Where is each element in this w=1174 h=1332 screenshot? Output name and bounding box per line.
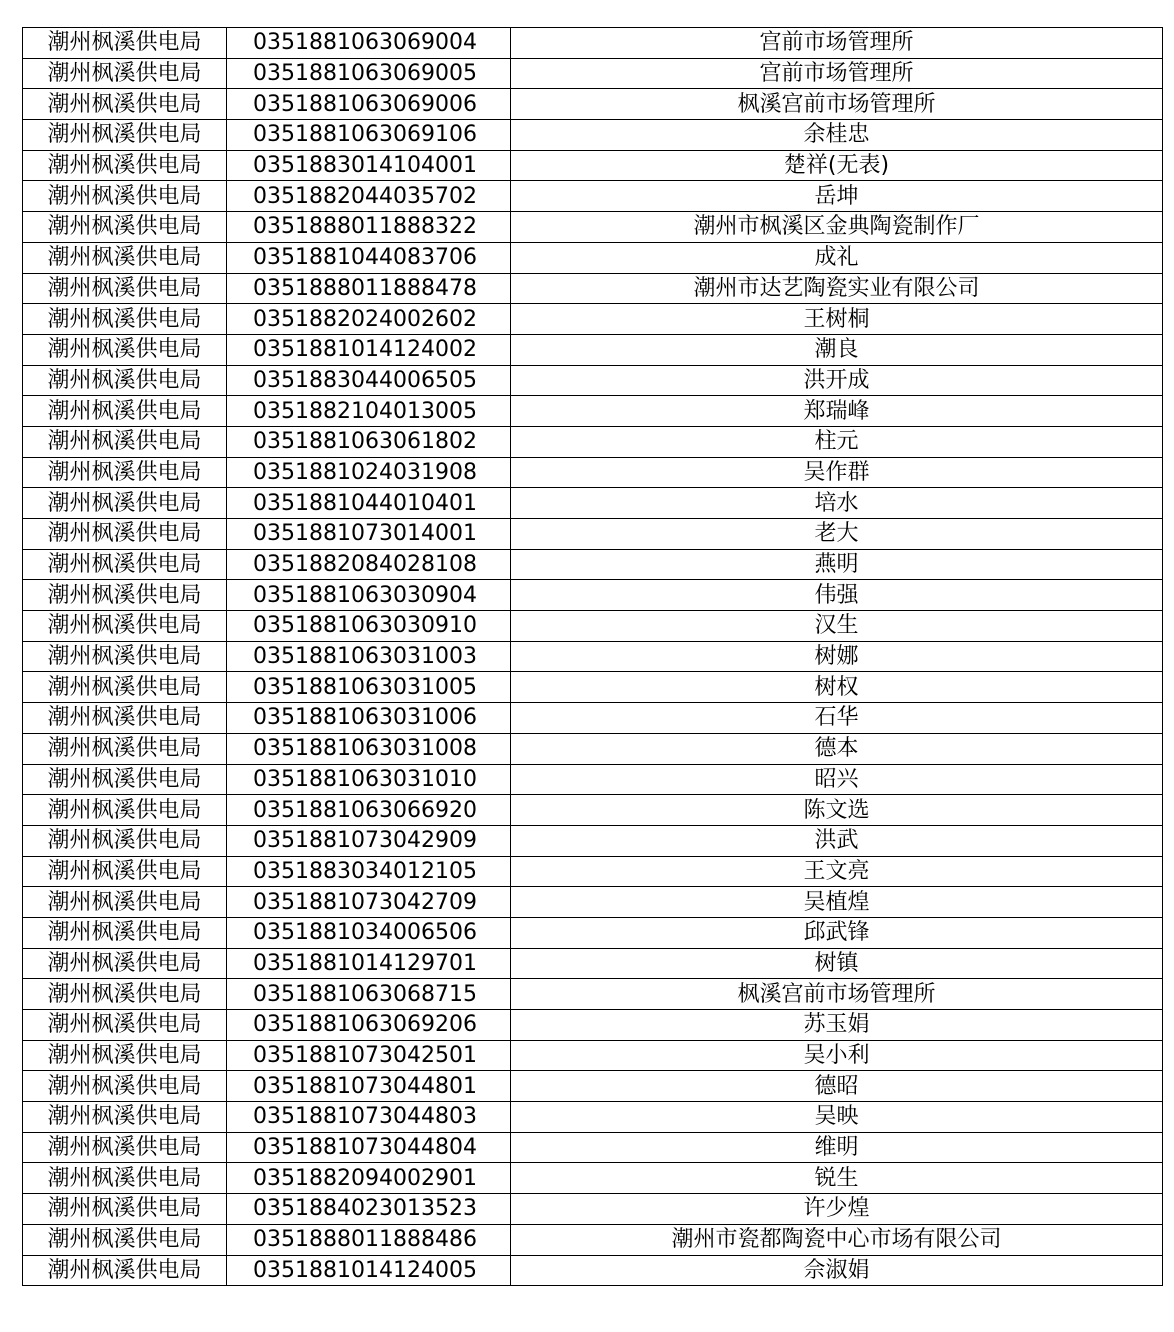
table-row bbox=[23, 120, 1163, 151]
account-cell: 0351881063069005 bbox=[227, 58, 511, 89]
customer-name-cell: 枫溪宫前市场管理所 bbox=[511, 89, 1163, 120]
account-cell: 0351881063069006 bbox=[227, 89, 511, 120]
org-cell: 潮州枫溪供电局 bbox=[23, 1071, 227, 1102]
account-cell: 0351881073044803 bbox=[227, 1102, 511, 1133]
org-cell: 潮州枫溪供电局 bbox=[23, 488, 227, 519]
customer-name-cell: 潮良 bbox=[511, 334, 1163, 365]
customer-name-cell: 枫溪宫前市场管理所 bbox=[511, 979, 1163, 1010]
account-cell: 0351882094002901 bbox=[227, 1163, 511, 1194]
org-cell: 潮州枫溪供电局 bbox=[23, 1010, 227, 1041]
table-row bbox=[23, 1071, 1163, 1102]
account-cell: 0351881063069106 bbox=[227, 120, 511, 151]
table-row bbox=[23, 150, 1163, 181]
customer-name-cell: 昭兴 bbox=[511, 764, 1163, 795]
org-cell: 潮州枫溪供电局 bbox=[23, 549, 227, 580]
table-row bbox=[23, 672, 1163, 703]
table-row bbox=[23, 1163, 1163, 1194]
table-row bbox=[23, 948, 1163, 979]
customer-name-cell: 柱元 bbox=[511, 426, 1163, 457]
org-cell: 潮州枫溪供电局 bbox=[23, 273, 227, 304]
account-cell: 0351883014104001 bbox=[227, 150, 511, 181]
table-row bbox=[23, 549, 1163, 580]
org-cell: 潮州枫溪供电局 bbox=[23, 1040, 227, 1071]
customer-name-cell: 邱武锋 bbox=[511, 917, 1163, 948]
table-row bbox=[23, 611, 1163, 642]
table-row bbox=[23, 212, 1163, 243]
org-cell: 潮州枫溪供电局 bbox=[23, 28, 227, 59]
table-row bbox=[23, 641, 1163, 672]
account-cell: 0351881073044804 bbox=[227, 1132, 511, 1163]
org-cell: 潮州枫溪供电局 bbox=[23, 672, 227, 703]
customer-name-cell: 树权 bbox=[511, 672, 1163, 703]
customer-name-cell: 洪开成 bbox=[511, 365, 1163, 396]
account-cell: 0351888011888486 bbox=[227, 1224, 511, 1255]
org-cell: 潮州枫溪供电局 bbox=[23, 703, 227, 734]
org-cell: 潮州枫溪供电局 bbox=[23, 733, 227, 764]
table-row bbox=[23, 764, 1163, 795]
table-row bbox=[23, 1194, 1163, 1225]
org-cell: 潮州枫溪供电局 bbox=[23, 979, 227, 1010]
account-cell: 0351881073044801 bbox=[227, 1071, 511, 1102]
customer-name-cell: 宫前市场管理所 bbox=[511, 58, 1163, 89]
account-cell: 0351881044083706 bbox=[227, 242, 511, 273]
org-cell: 潮州枫溪供电局 bbox=[23, 1224, 227, 1255]
org-cell: 潮州枫溪供电局 bbox=[23, 917, 227, 948]
table-row bbox=[23, 1132, 1163, 1163]
customer-name-cell: 楚祥(无表) bbox=[511, 150, 1163, 181]
customer-name-cell: 郑瑞峰 bbox=[511, 396, 1163, 427]
table-row bbox=[23, 519, 1163, 550]
org-cell: 潮州枫溪供电局 bbox=[23, 457, 227, 488]
account-cell: 0351881073014001 bbox=[227, 519, 511, 550]
account-cell: 0351881063031006 bbox=[227, 703, 511, 734]
customer-name-cell: 德昭 bbox=[511, 1071, 1163, 1102]
customer-name-cell: 吴作群 bbox=[511, 457, 1163, 488]
customer-name-cell: 石华 bbox=[511, 703, 1163, 734]
table-row bbox=[23, 1255, 1163, 1286]
org-cell: 潮州枫溪供电局 bbox=[23, 519, 227, 550]
account-cell: 0351883034012105 bbox=[227, 856, 511, 887]
customer-name-cell: 余桂忠 bbox=[511, 120, 1163, 151]
table-row bbox=[23, 457, 1163, 488]
customer-name-cell: 王文亮 bbox=[511, 856, 1163, 887]
account-cell: 0351881063030904 bbox=[227, 580, 511, 611]
account-cell: 0351881063068715 bbox=[227, 979, 511, 1010]
customer-name-cell: 吴小利 bbox=[511, 1040, 1163, 1071]
org-cell: 潮州枫溪供电局 bbox=[23, 1163, 227, 1194]
table-row bbox=[23, 89, 1163, 120]
account-cell: 0351881073042909 bbox=[227, 825, 511, 856]
org-cell: 潮州枫溪供电局 bbox=[23, 856, 227, 887]
customer-name-cell: 苏玉娟 bbox=[511, 1010, 1163, 1041]
org-cell: 潮州枫溪供电局 bbox=[23, 396, 227, 427]
org-cell: 潮州枫溪供电局 bbox=[23, 580, 227, 611]
account-cell: 0351881063031003 bbox=[227, 641, 511, 672]
table-row bbox=[23, 273, 1163, 304]
customer-name-cell: 树镇 bbox=[511, 948, 1163, 979]
customer-name-cell: 汉生 bbox=[511, 611, 1163, 642]
customer-name-cell: 老大 bbox=[511, 519, 1163, 550]
org-cell: 潮州枫溪供电局 bbox=[23, 242, 227, 273]
table-row bbox=[23, 856, 1163, 887]
account-cell: 0351882104013005 bbox=[227, 396, 511, 427]
table-row bbox=[23, 1010, 1163, 1041]
org-cell: 潮州枫溪供电局 bbox=[23, 948, 227, 979]
customer-name-cell: 宫前市场管理所 bbox=[511, 28, 1163, 59]
table-row bbox=[23, 365, 1163, 396]
table-row bbox=[23, 426, 1163, 457]
table-row bbox=[23, 580, 1163, 611]
org-cell: 潮州枫溪供电局 bbox=[23, 181, 227, 212]
customer-table-body bbox=[23, 28, 1163, 1286]
org-cell: 潮州枫溪供电局 bbox=[23, 887, 227, 918]
customer-name-cell: 维明 bbox=[511, 1132, 1163, 1163]
customer-name-cell: 岳坤 bbox=[511, 181, 1163, 212]
account-cell: 0351881063069004 bbox=[227, 28, 511, 59]
org-cell: 潮州枫溪供电局 bbox=[23, 611, 227, 642]
account-cell: 0351882024002602 bbox=[227, 304, 511, 335]
account-cell: 0351881063061802 bbox=[227, 426, 511, 457]
customer-name-cell: 佘淑娟 bbox=[511, 1255, 1163, 1286]
account-cell: 0351881024031908 bbox=[227, 457, 511, 488]
org-cell: 潮州枫溪供电局 bbox=[23, 1194, 227, 1225]
account-cell: 0351881073042501 bbox=[227, 1040, 511, 1071]
org-cell: 潮州枫溪供电局 bbox=[23, 764, 227, 795]
org-cell: 潮州枫溪供电局 bbox=[23, 426, 227, 457]
account-cell: 0351882084028108 bbox=[227, 549, 511, 580]
table-row bbox=[23, 28, 1163, 59]
org-cell: 潮州枫溪供电局 bbox=[23, 1255, 227, 1286]
account-cell: 0351881063031010 bbox=[227, 764, 511, 795]
table-row bbox=[23, 1102, 1163, 1133]
customer-name-cell: 德本 bbox=[511, 733, 1163, 764]
account-cell: 0351888011888478 bbox=[227, 273, 511, 304]
account-cell: 0351881044010401 bbox=[227, 488, 511, 519]
account-cell: 0351884023013523 bbox=[227, 1194, 511, 1225]
customer-name-cell: 燕明 bbox=[511, 549, 1163, 580]
org-cell: 潮州枫溪供电局 bbox=[23, 334, 227, 365]
customer-name-cell: 成礼 bbox=[511, 242, 1163, 273]
customer-name-cell: 陈文选 bbox=[511, 795, 1163, 826]
customer-name-cell: 锐生 bbox=[511, 1163, 1163, 1194]
account-cell: 0351881063069206 bbox=[227, 1010, 511, 1041]
account-cell: 0351882044035702 bbox=[227, 181, 511, 212]
table-row bbox=[23, 1040, 1163, 1071]
account-cell: 0351881014124002 bbox=[227, 334, 511, 365]
table-row bbox=[23, 334, 1163, 365]
account-cell: 0351881014124005 bbox=[227, 1255, 511, 1286]
customer-name-cell: 潮州市瓷都陶瓷中心市场有限公司 bbox=[511, 1224, 1163, 1255]
account-cell: 0351881014129701 bbox=[227, 948, 511, 979]
org-cell: 潮州枫溪供电局 bbox=[23, 641, 227, 672]
customer-name-cell: 许少煌 bbox=[511, 1194, 1163, 1225]
table-row bbox=[23, 396, 1163, 427]
customer-name-cell: 树娜 bbox=[511, 641, 1163, 672]
table-row bbox=[23, 703, 1163, 734]
table-row bbox=[23, 58, 1163, 89]
account-cell: 0351881063030910 bbox=[227, 611, 511, 642]
org-cell: 潮州枫溪供电局 bbox=[23, 795, 227, 826]
customer-name-cell: 吴映 bbox=[511, 1102, 1163, 1133]
table-row bbox=[23, 242, 1163, 273]
customer-name-cell: 伟强 bbox=[511, 580, 1163, 611]
org-cell: 潮州枫溪供电局 bbox=[23, 825, 227, 856]
table-row bbox=[23, 917, 1163, 948]
account-cell: 0351881063031005 bbox=[227, 672, 511, 703]
org-cell: 潮州枫溪供电局 bbox=[23, 304, 227, 335]
org-cell: 潮州枫溪供电局 bbox=[23, 58, 227, 89]
table-row bbox=[23, 1224, 1163, 1255]
org-cell: 潮州枫溪供电局 bbox=[23, 1132, 227, 1163]
org-cell: 潮州枫溪供电局 bbox=[23, 89, 227, 120]
table-row bbox=[23, 795, 1163, 826]
table-row bbox=[23, 979, 1163, 1010]
table-row bbox=[23, 181, 1163, 212]
org-cell: 潮州枫溪供电局 bbox=[23, 212, 227, 243]
account-cell: 0351881073042709 bbox=[227, 887, 511, 918]
account-cell: 0351883044006505 bbox=[227, 365, 511, 396]
table-row bbox=[23, 733, 1163, 764]
table-row bbox=[23, 825, 1163, 856]
customer-name-cell: 培水 bbox=[511, 488, 1163, 519]
table-row bbox=[23, 887, 1163, 918]
customer-name-cell: 潮州市达艺陶瓷实业有限公司 bbox=[511, 273, 1163, 304]
account-cell: 0351881063031008 bbox=[227, 733, 511, 764]
account-cell: 0351881034006506 bbox=[227, 917, 511, 948]
table-row bbox=[23, 304, 1163, 335]
table-row bbox=[23, 488, 1163, 519]
customer-name-cell: 吴植煌 bbox=[511, 887, 1163, 918]
account-cell: 0351888011888322 bbox=[227, 212, 511, 243]
customer-name-cell: 洪武 bbox=[511, 825, 1163, 856]
account-cell: 0351881063066920 bbox=[227, 795, 511, 826]
org-cell: 潮州枫溪供电局 bbox=[23, 120, 227, 151]
org-cell: 潮州枫溪供电局 bbox=[23, 150, 227, 181]
customer-name-cell: 潮州市枫溪区金典陶瓷制作厂 bbox=[511, 212, 1163, 243]
org-cell: 潮州枫溪供电局 bbox=[23, 1102, 227, 1133]
customer-table bbox=[22, 27, 1163, 1286]
customer-name-cell: 王树桐 bbox=[511, 304, 1163, 335]
org-cell: 潮州枫溪供电局 bbox=[23, 365, 227, 396]
